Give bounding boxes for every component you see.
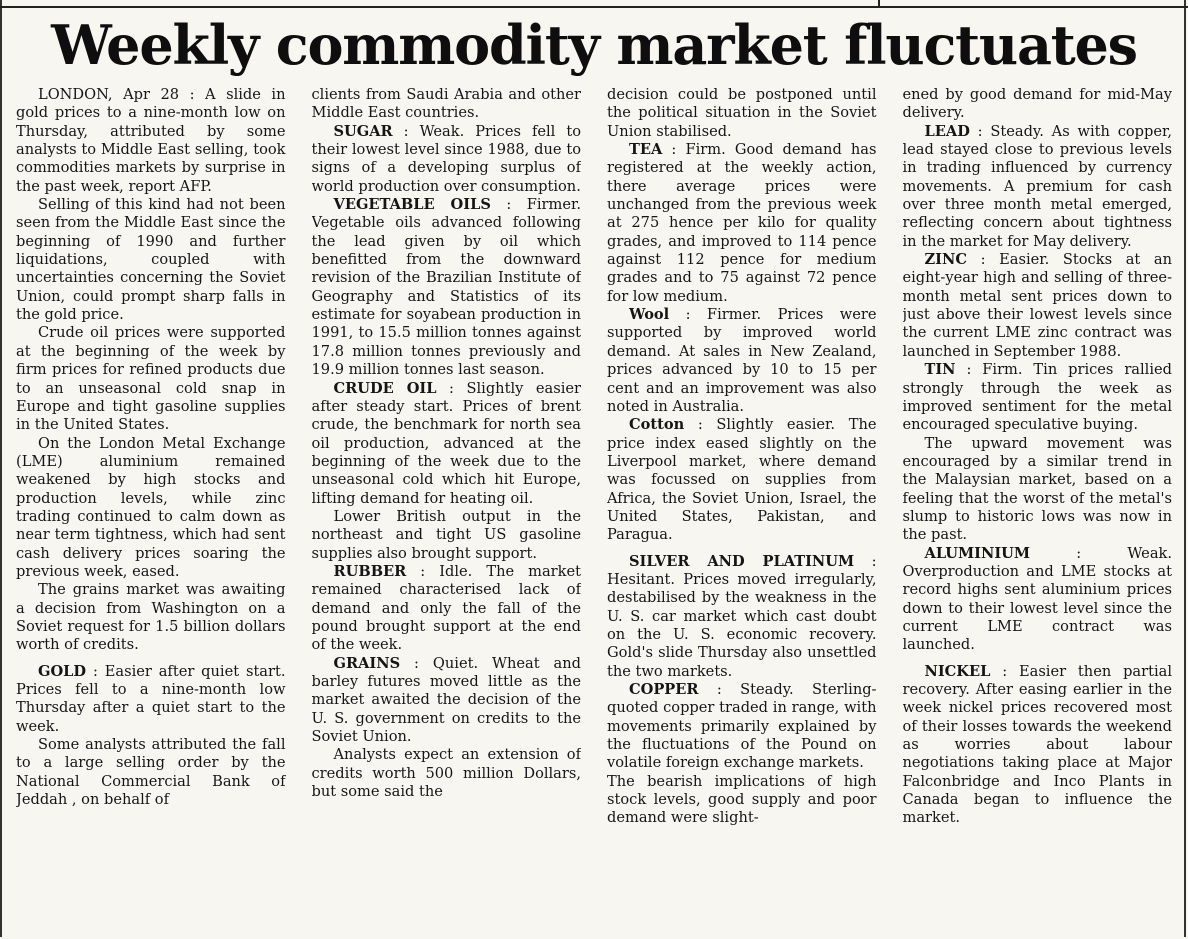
commodity-keyword: COPPER <box>629 681 699 698</box>
column-1 <box>16 86 286 934</box>
paragraph-text: LONDON, Apr 28 : A slide in gold prices to a nine-month low on Thursday, attributed by some analysts to Middle East selling, took commodities markets by surprise in the past week, report AFP. <box>16 86 286 195</box>
paragraph <box>16 86 286 196</box>
column-4 <box>903 86 1173 934</box>
paragraph-text: : Weak. Prices fell to their lowest level since 1988, due to signs of a developing surplus of world production over consumption. <box>311 122 581 195</box>
paragraph <box>312 563 582 655</box>
paragraph-text: Lower British output in the northeast and tight US gasoline supplies also brought support. <box>311 507 581 562</box>
paragraph-text: : Quiet. Wheat and barley futures moved little as the market awaited the decision of the U. S. government on credits to the Soviet Union. <box>311 654 581 746</box>
paragraph <box>607 553 877 681</box>
paragraph-text: The upward movement was encouraged by a similar trend in the Malaysian market, based on a feeling that the worst of the metal's slump to historic lows was now in the past. <box>902 434 1172 544</box>
paragraph <box>607 86 877 141</box>
paragraph <box>903 435 1173 545</box>
paragraph <box>607 141 877 306</box>
paragraph <box>903 361 1173 434</box>
paragraph <box>312 123 582 196</box>
column-2 <box>312 86 582 934</box>
paragraph <box>312 196 582 379</box>
paragraph <box>903 663 1173 828</box>
paragraph-text: The bearish implications of high stock levels, good supply and poor demand were slight- <box>607 772 877 827</box>
paragraph <box>312 86 582 123</box>
paragraph <box>16 324 286 434</box>
paragraph <box>903 251 1173 361</box>
paragraph-text: ened by good demand for mid-May delivery. <box>902 86 1172 122</box>
headline: Weekly commodity market fluctuates <box>51 13 1137 77</box>
commodity-keyword: Cotton <box>629 416 685 434</box>
paragraph-text: : Weak. Overproduction and LME stocks at record highs sent aluminium prices down to their lowest level since the current LME contract was launched. <box>902 544 1172 654</box>
paragraph <box>16 435 286 582</box>
commodity-keyword: SILVER AND PLATINUM <box>629 552 855 570</box>
paragraph-text: : Slightly easier. The price index eased slightly on the Liverpool market, where demand was focussed on supplies from Africa, the Soviet Union, Israel, the United States, Pakistan, and Paragua. <box>607 416 877 544</box>
paragraph-text: Some analysts attributed the fall to a large selling order by the National Commercial Bank of Jeddah , on behalf of <box>16 736 286 809</box>
paragraph-text: : Firmer. Vegetable oils advanced following the lead given by oil which benefitted from the downward revision of the Brazilian Institute of Geography and Statistics of its estimate for soyabean production in 1991, to 15.5 million tonnes against 17.8 million tonnes previously and 19.9 million tonnes last season. <box>311 196 581 379</box>
paragraph-text: Analysts expect an extension of credits worth 500 million Dollars, but some said the <box>311 746 581 801</box>
paragraph-text: : Firm. Tin prices rallied strongly through the week as improved sentiment for the metal encouraged speculative buying. <box>902 361 1172 434</box>
paragraph-text: : Easier then partial recovery. After easing earlier in the week nickel prices recovered most of their losses towards the weekend as worries about labour negotiations taking place at Major Falconbridge and Inco Plants in Canada began to influence the market. <box>902 662 1172 827</box>
paragraph <box>903 545 1173 655</box>
commodity-keyword: ZINC <box>924 251 967 269</box>
paragraph-text: Selling of this kind had not been seen from the Middle East since the beginning of 1990 and further liquidations, coupled with uncertainties concerning the Soviet Union, could prompt sharp falls in the gold price. <box>16 196 286 324</box>
paragraph-text: decision could be postponed until the political situation in the Soviet Union stabilised. <box>607 86 877 140</box>
paragraph <box>607 773 877 828</box>
paragraph <box>16 663 286 736</box>
commodity-keyword: CRUDE OIL <box>333 379 437 397</box>
paragraph-text: : Idle. The market remained characterised lack of demand and only the fall of the pound brought support at the end of the week. <box>311 562 581 654</box>
paragraph-text: : Easier. Stocks at an eight-year high and selling of three-month metal sent prices down to just above their lowest levels since the current LME zinc contract was launched in September 1988. <box>902 251 1172 360</box>
paragraph-text: : Firmer. Prices were supported by improved world demand. At sales in New Zealand, prices advanced by 10 to 15 per cent and an improvement was also noted in Australia. <box>607 306 877 415</box>
paragraph-text: : Hesitant. Prices moved irregularly, destabilised by the weakness in the U. S. car market which cast doubt on the U. S. economic recovery. Gold's slide Thursday also unsettled the two markets. <box>607 552 877 680</box>
commodity-keyword: SUGAR <box>333 122 393 140</box>
commodity-keyword: Wool <box>629 306 670 324</box>
commodity-keyword: LEAD <box>924 122 970 140</box>
paragraph-text: : Steady. As with copper, lead stayed close to previous levels in trading influenced by currency movements. A premium for cash over three month metal emerged, reflecting concern about tightness in the market for May delivery. <box>902 122 1172 250</box>
commodity-keyword: TEA <box>629 141 663 159</box>
paragraph-text: : Steady. Sterling-quoted copper traded in range, with movements primarily explained by the fluctuations of the Pound on volatile foreign exchange markets. <box>607 681 877 772</box>
article-body <box>16 86 1172 934</box>
paragraph <box>312 380 582 508</box>
paragraph-text: : Easier after quiet start. Prices fell to a nine-month low Thursday after a quiet start to the week. <box>16 662 286 735</box>
commodity-keyword: NICKEL <box>924 662 991 680</box>
paragraph <box>903 123 1173 251</box>
column-3 <box>607 86 877 934</box>
paragraph <box>903 86 1173 123</box>
commodity-keyword: RUBBER <box>333 562 407 580</box>
paragraph <box>16 736 286 809</box>
paragraph-text: : Slightly easier after steady start. Prices of brent crude, the benchmark for north sea oil production, advanced at the beginning of the week due to the unseasonal cold which hit Europe, lifting demand for heating oil. <box>311 379 581 507</box>
top-rule <box>0 0 1188 8</box>
commodity-keyword: GRAINS <box>333 654 401 672</box>
column-tick-mark <box>878 0 880 8</box>
paragraph-text: clients from Saudi Arabia and other Middle East countries. <box>311 86 581 122</box>
paragraph <box>607 681 877 773</box>
paragraph-text: On the London Metal Exchange (LME) aluminium remained weakened by high stocks and production levels, while zinc trading continued to calm down as near term tightness, which had sent cash delivery prices soaring the previous week, eased. <box>16 434 286 580</box>
commodity-keyword: GOLD <box>38 662 87 680</box>
paragraph-text: : Firm. Good demand has registered at the weekly action, there average prices were unchanged from the previous week at 275 hence per kilo for quality grades, and improved to 114 pence against 112 pence for medium grades and to 75 against 72 pence for low medium. <box>607 141 877 305</box>
paragraph <box>16 196 286 324</box>
commodity-keyword: TIN <box>924 361 956 379</box>
paragraph-text: The grains market was awaiting a decision from Washington on a Soviet request for 1.5 billion dollars worth of credits. <box>16 581 286 654</box>
paragraph <box>607 306 877 416</box>
commodity-keyword: ALUMINIUM <box>924 544 1031 562</box>
paragraph-text: Crude oil prices were supported at the beginning of the week by firm prices for refined products due to an unseasonal cold snap in Europe and tight gasoline supplies in the United States. <box>16 324 286 434</box>
paragraph <box>312 508 582 563</box>
commodity-keyword: VEGETABLE OILS <box>333 196 491 214</box>
paragraph <box>312 655 582 747</box>
paragraph <box>312 746 582 801</box>
paragraph <box>16 581 286 654</box>
paragraph <box>607 416 877 544</box>
